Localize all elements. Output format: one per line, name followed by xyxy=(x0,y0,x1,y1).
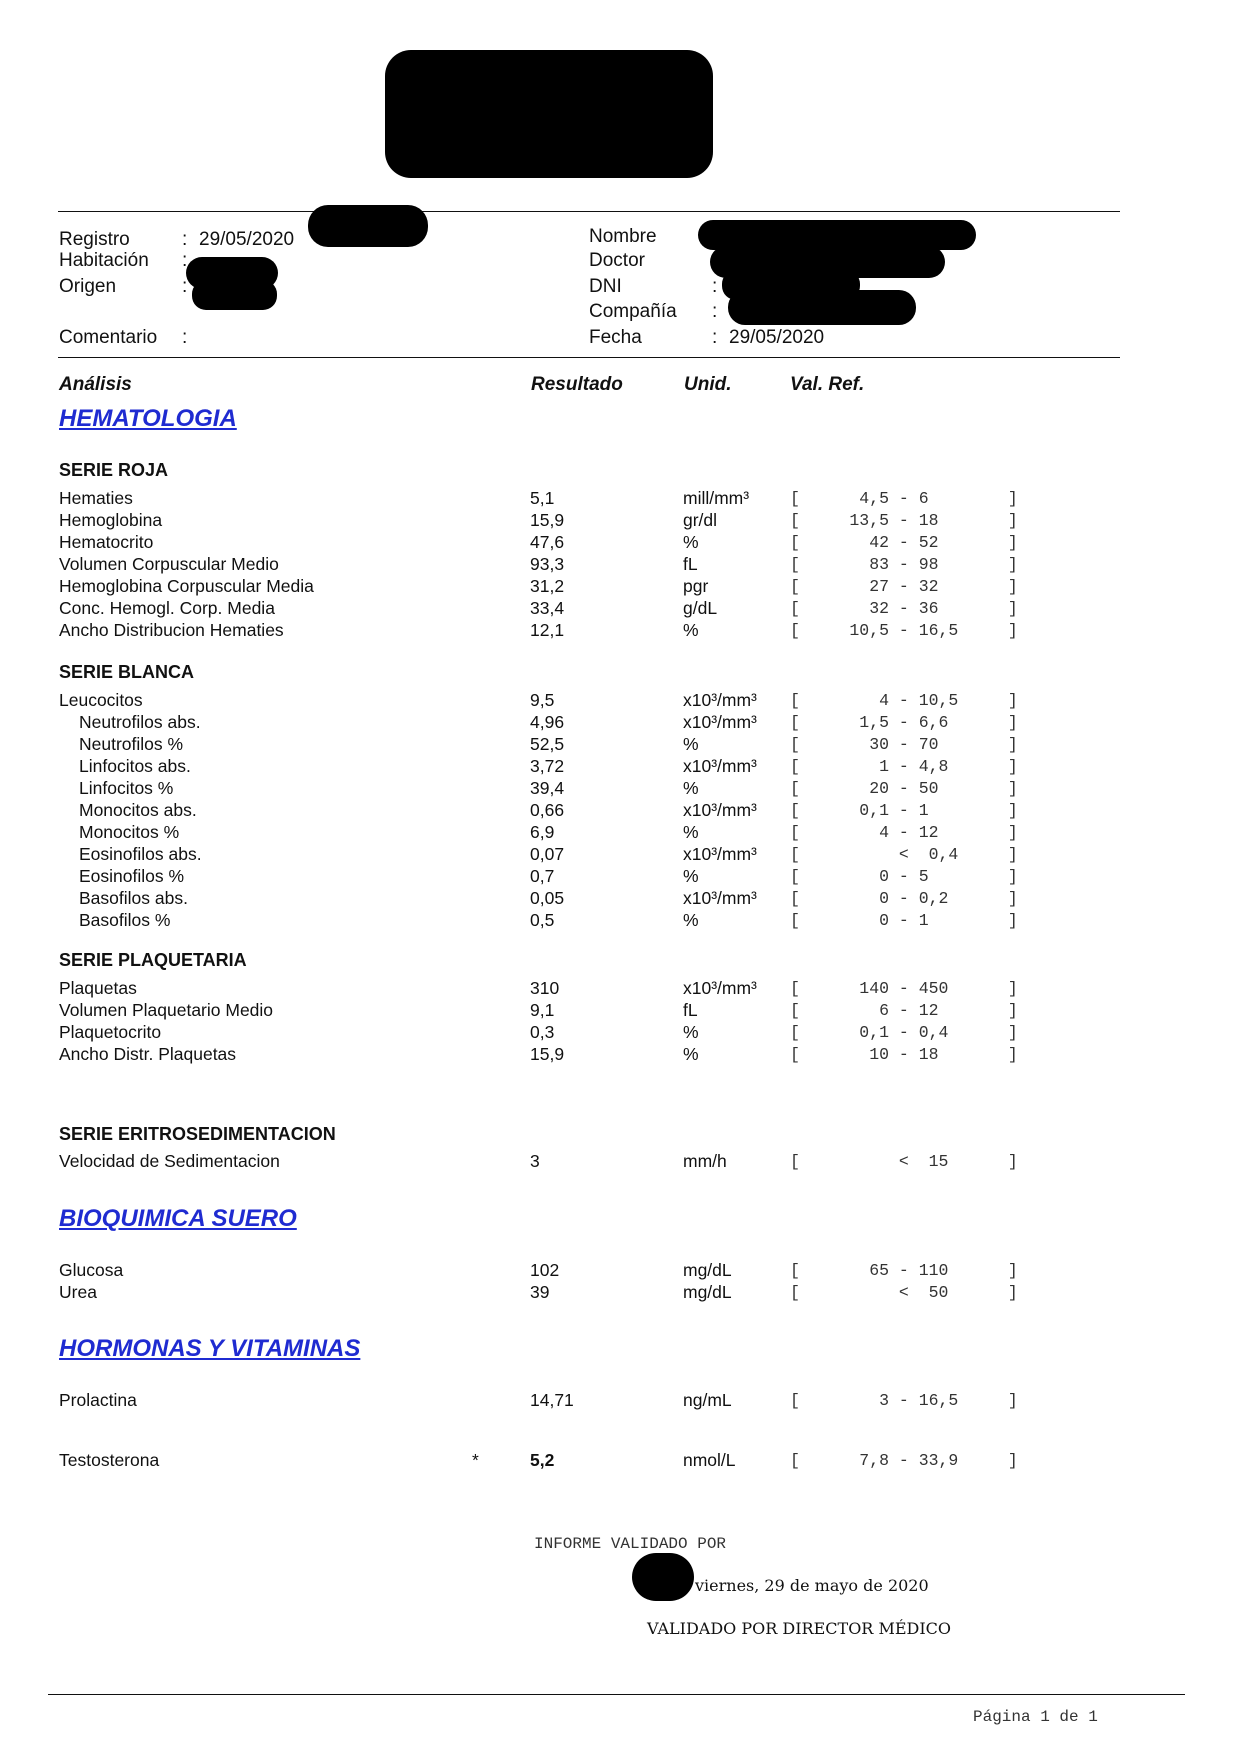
analysis-result: 102 xyxy=(530,1260,560,1280)
analysis-name: Testosterona xyxy=(59,1450,160,1470)
footer-rule xyxy=(48,1694,1185,1695)
analysis-result: 6,9 xyxy=(530,822,555,842)
analysis-result: 93,3 xyxy=(530,554,565,574)
analysis-unit: % xyxy=(683,822,699,842)
analysis-ref-range: [ 65 - 110 ] xyxy=(790,1261,1018,1280)
analysis-unit: % xyxy=(683,532,699,552)
fecha-colon: : xyxy=(712,327,718,348)
section-hormonas[interactable]: HORMONAS Y VITAMINAS xyxy=(59,1335,361,1362)
analysis-unit: % xyxy=(683,1022,699,1042)
analysis-unit: x10³/mm³ xyxy=(683,800,757,820)
fecha-validacion: viernes, 29 de mayo de 2020 xyxy=(695,1576,929,1595)
analysis-unit: mill/mm³ xyxy=(683,488,750,508)
analysis-ref-range: [ 6 - 12 ] xyxy=(790,1001,1018,1020)
analysis-ref-range: [ 0 - 5 ] xyxy=(790,867,1018,886)
analysis-name: Ancho Distribucion Hematies xyxy=(59,620,284,640)
analysis-name: Hematocrito xyxy=(59,532,154,552)
analysis-result: 52,5 xyxy=(530,734,565,754)
analysis-unit: mg/dL xyxy=(683,1282,732,1302)
comentario-colon: : xyxy=(182,327,188,348)
analysis-result: 4,96 xyxy=(530,712,565,732)
habitacion-colon: : xyxy=(182,250,188,271)
validado-director: VALIDADO POR DIRECTOR MÉDICO xyxy=(647,1619,952,1638)
analysis-name: Ancho Distr. Plaquetas xyxy=(59,1044,237,1064)
analysis-unit: ng/mL xyxy=(683,1390,732,1410)
section-bioquimica[interactable]: BIOQUIMICA SUERO xyxy=(59,1205,297,1232)
section-hematologia[interactable]: HEMATOLOGIA xyxy=(59,405,237,432)
registro-label: Registro xyxy=(59,229,130,250)
analysis-name: Basofilos % xyxy=(79,910,171,930)
column-analisis: Análisis xyxy=(59,374,132,395)
analysis-unit: % xyxy=(683,734,699,754)
analysis-result: 9,5 xyxy=(530,690,555,710)
analysis-ref-range: [ 30 - 70 ] xyxy=(790,735,1018,754)
analysis-ref-range: [ < 0,4 ] xyxy=(790,845,1018,864)
analysis-result: 15,9 xyxy=(530,1044,565,1064)
analysis-ref-range: [ 7,8 - 33,9 ] xyxy=(790,1451,1018,1470)
header-bottom-rule xyxy=(58,357,1120,358)
analysis-unit: nmol/L xyxy=(683,1450,736,1470)
analysis-unit: % xyxy=(683,910,699,930)
analysis-ref-range: [ 0 - 1 ] xyxy=(790,911,1018,930)
analysis-result: 0,05 xyxy=(530,888,565,908)
group-serie-plaquetaria: SERIE PLAQUETARIA xyxy=(59,950,247,970)
analysis-result: 33,4 xyxy=(530,598,565,618)
analysis-unit: % xyxy=(683,1044,699,1064)
analysis-unit: g/dL xyxy=(683,598,718,618)
analysis-unit: x10³/mm³ xyxy=(683,756,757,776)
redacted-origen xyxy=(192,280,277,310)
analysis-name: Volumen Corpuscular Medio xyxy=(59,554,279,574)
analysis-unit: fL xyxy=(683,1000,698,1020)
analysis-name: Neutrofilos % xyxy=(79,734,184,754)
analysis-name: Leucocitos xyxy=(59,690,143,710)
analysis-result: 15,9 xyxy=(530,510,565,530)
analysis-name: Eosinofilos % xyxy=(79,866,185,886)
redacted-registro-extra xyxy=(308,205,428,247)
analysis-name: Basofilos abs. xyxy=(79,888,188,908)
analysis-unit: x10³/mm³ xyxy=(683,978,757,998)
abnormal-flag: * xyxy=(472,1450,479,1470)
analysis-unit: mm/h xyxy=(683,1151,727,1171)
group-serie-blanca: SERIE BLANCA xyxy=(59,662,195,682)
analysis-ref-range: [ 4,5 - 6 ] xyxy=(790,489,1018,508)
doctor-label: Doctor xyxy=(589,250,645,271)
analysis-name: Linfocitos % xyxy=(79,778,174,798)
analysis-ref-range: [ 0 - 0,2 ] xyxy=(790,889,1018,908)
analysis-unit: x10³/mm³ xyxy=(683,844,757,864)
analysis-result: 14,71 xyxy=(530,1390,574,1410)
analysis-result: 12,1 xyxy=(530,620,565,640)
analysis-ref-range: [ 1,5 - 6,6 ] xyxy=(790,713,1018,732)
analysis-unit: gr/dl xyxy=(683,510,718,530)
group-serie-eritro: SERIE ERITROSEDIMENTACION xyxy=(59,1124,336,1144)
analysis-result: 310 xyxy=(530,978,560,998)
analysis-result: 3 xyxy=(530,1151,540,1171)
analysis-ref-range: [ < 15 ] xyxy=(790,1152,1018,1171)
analysis-ref-range: [ 10 - 18 ] xyxy=(790,1045,1018,1064)
analysis-name: Monocitos % xyxy=(79,822,180,842)
informe-validado-por: INFORME VALIDADO POR xyxy=(534,1535,727,1553)
analysis-ref-range: [ 13,5 - 18 ] xyxy=(790,511,1018,530)
analysis-name: Conc. Hemogl. Corp. Media xyxy=(59,598,275,618)
compania-label: Compañía xyxy=(589,301,677,322)
habitacion-label: Habitación xyxy=(59,250,149,271)
analysis-name: Hemoglobina Corpuscular Media xyxy=(59,576,314,596)
column-unid: Unid. xyxy=(684,374,732,395)
analysis-unit: % xyxy=(683,620,699,640)
analysis-unit: pgr xyxy=(683,576,709,596)
dni-colon: : xyxy=(712,276,718,297)
analysis-result: 5,1 xyxy=(530,488,555,508)
analysis-result: 5,2 xyxy=(530,1450,555,1470)
analysis-ref-range: [ 83 - 98 ] xyxy=(790,555,1018,574)
analysis-ref-range: [ < 50 ] xyxy=(790,1283,1018,1302)
page-number: Página 1 de 1 xyxy=(973,1708,1098,1726)
analysis-result: 9,1 xyxy=(530,1000,555,1020)
analysis-result: 0,3 xyxy=(530,1022,555,1042)
analysis-name: Hematies xyxy=(59,488,133,508)
analysis-name: Velocidad de Sedimentacion xyxy=(59,1151,280,1171)
comentario-label: Comentario xyxy=(59,327,158,348)
redacted-compania xyxy=(728,290,916,325)
column-resultado: Resultado xyxy=(531,374,623,395)
analysis-name: Plaquetocrito xyxy=(59,1022,162,1042)
analysis-name: Plaquetas xyxy=(59,978,137,998)
analysis-ref-range: [ 32 - 36 ] xyxy=(790,599,1018,618)
analysis-ref-range: [ 1 - 4,8 ] xyxy=(790,757,1018,776)
fecha-label: Fecha xyxy=(589,327,642,348)
analysis-unit: x10³/mm³ xyxy=(683,690,757,710)
analysis-result: 0,7 xyxy=(530,866,555,886)
analysis-name: Hemoglobina xyxy=(59,510,163,530)
redacted-header-block xyxy=(385,50,713,178)
group-serie-roja: SERIE ROJA xyxy=(59,460,169,480)
analysis-name: Neutrofilos abs. xyxy=(79,712,201,732)
analysis-ref-range: [ 42 - 52 ] xyxy=(790,533,1018,552)
dni-label: DNI xyxy=(589,276,622,297)
nombre-label: Nombre xyxy=(589,226,657,247)
compania-colon: : xyxy=(712,301,718,322)
analysis-unit: fL xyxy=(683,554,698,574)
fecha-value: 29/05/2020 xyxy=(729,327,825,348)
origen-label: Origen xyxy=(59,276,117,297)
registro-colon: : xyxy=(182,229,188,250)
analysis-ref-range: [ 0,1 - 1 ] xyxy=(790,801,1018,820)
analysis-unit: x10³/mm³ xyxy=(683,712,757,732)
analysis-ref-range: [ 0,1 - 0,4 ] xyxy=(790,1023,1018,1042)
analysis-result: 3,72 xyxy=(530,756,565,776)
analysis-name: Eosinofilos abs. xyxy=(79,844,202,864)
analysis-unit: mg/dL xyxy=(683,1260,732,1280)
analysis-result: 0,66 xyxy=(530,800,565,820)
analysis-ref-range: [ 10,5 - 16,5 ] xyxy=(790,621,1018,640)
analysis-name: Linfocitos abs. xyxy=(79,756,191,776)
header-top-rule xyxy=(58,211,1120,212)
analysis-result: 39 xyxy=(530,1282,550,1302)
analysis-ref-range: [ 4 - 12 ] xyxy=(790,823,1018,842)
analysis-name: Volumen Plaquetario Medio xyxy=(59,1000,274,1020)
analysis-ref-range: [ 3 - 16,5 ] xyxy=(790,1391,1018,1410)
analysis-unit: % xyxy=(683,866,699,886)
origen-colon: : xyxy=(182,276,188,297)
analysis-result: 39,4 xyxy=(530,778,565,798)
registro-value: 29/05/2020 xyxy=(199,229,295,250)
analysis-ref-range: [ 4 - 10,5 ] xyxy=(790,691,1018,710)
analysis-name: Urea xyxy=(59,1282,97,1302)
analysis-name: Glucosa xyxy=(59,1260,124,1280)
analysis-result: 0,5 xyxy=(530,910,555,930)
analysis-name: Prolactina xyxy=(59,1390,137,1410)
analysis-unit: x10³/mm³ xyxy=(683,888,757,908)
analysis-name: Monocitos abs. xyxy=(79,800,197,820)
analysis-result: 31,2 xyxy=(530,576,565,596)
analysis-ref-range: [ 140 - 450 ] xyxy=(790,979,1018,998)
column-valref: Val. Ref. xyxy=(790,374,865,395)
analysis-ref-range: [ 27 - 32 ] xyxy=(790,577,1018,596)
analysis-result: 47,6 xyxy=(530,532,565,552)
analysis-unit: % xyxy=(683,778,699,798)
analysis-result: 0,07 xyxy=(530,844,565,864)
redacted-signature xyxy=(632,1553,694,1601)
analysis-ref-range: [ 20 - 50 ] xyxy=(790,779,1018,798)
